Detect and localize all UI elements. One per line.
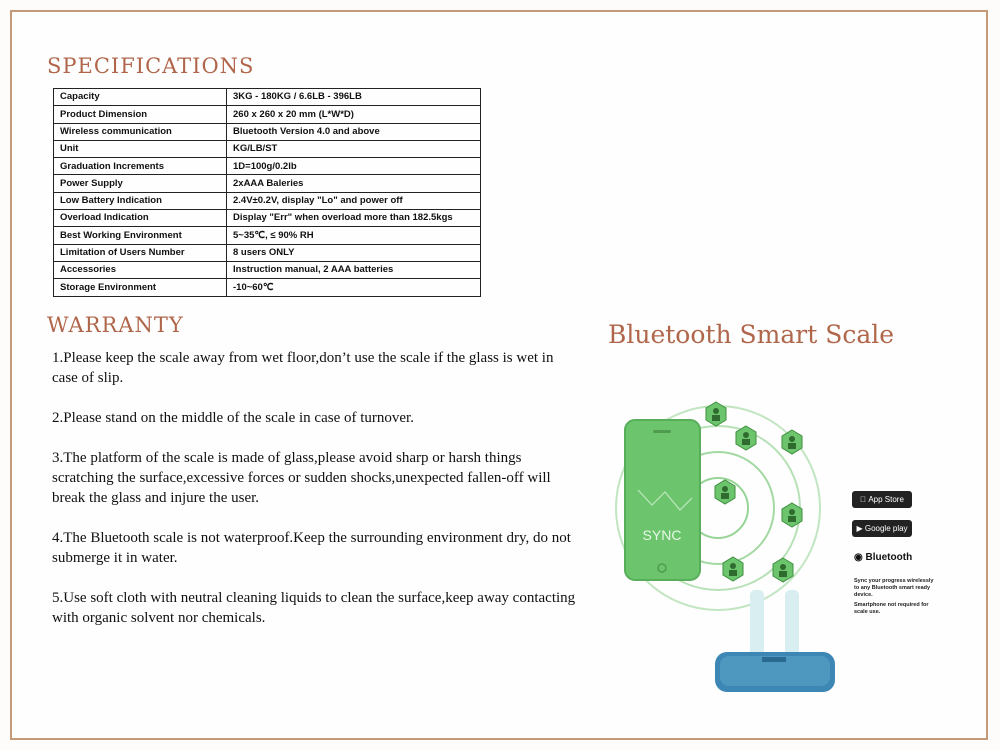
- spec-row: [54, 227, 481, 244]
- spec-row: [54, 106, 481, 123]
- spec-row: [54, 89, 481, 106]
- smartphone: [625, 420, 700, 580]
- spec-label: Accessories: [54, 261, 227, 278]
- spec-row: [54, 123, 481, 140]
- product-title: Bluetooth Smart Scale: [608, 320, 895, 349]
- spec-value: 2xAAA Baleries: [227, 175, 481, 192]
- spec-row: [54, 140, 481, 157]
- sync-label: SYNC: [642, 527, 682, 543]
- warranty-list: [52, 348, 582, 648]
- specifications-heading: SPECIFICATIONS: [47, 54, 255, 78]
- warranty-item: 2.Please stand on the middle of the scale in case of turnover.: [52, 410, 414, 426]
- user-icons: [706, 402, 802, 582]
- spec-label: Wireless communication: [54, 123, 227, 140]
- specifications-table: [53, 88, 481, 297]
- spec-row: [54, 158, 481, 175]
- spec-label: Best Working Environment: [54, 227, 227, 244]
- spec-label: Overload Indication: [54, 210, 227, 227]
- warranty-item: 4.The Bluetooth scale is not waterproof.Keep the surrounding environment dry, do not submerge it in water.: [52, 530, 571, 566]
- spec-value: 260 x 260 x 20 mm (L*W*D): [227, 106, 481, 123]
- spec-row: [54, 244, 481, 261]
- warranty-item: 3.The platform of the scale is made of glass,please avoid sharp or harsh things scratching the surface,excessive forces or sudden shocks,unexpected fallen-off will break the glass and injure the user.: [52, 450, 551, 506]
- spec-row: [54, 261, 481, 278]
- spec-value: 8 users ONLY: [227, 244, 481, 261]
- spec-label: Low Battery Indication: [54, 192, 227, 209]
- spec-value: -10~60℃: [227, 279, 481, 296]
- warranty-item: 5.Use soft cloth with neutral cleaning liquids to clean the surface,keep away contacting with organic solvent nor chemicals.: [52, 590, 576, 626]
- spec-value: Instruction manual, 2 AAA batteries: [227, 261, 481, 278]
- spec-value: KG/LB/ST: [227, 140, 481, 157]
- spec-label: Product Dimension: [54, 106, 227, 123]
- bluetooth-note: Smartphone not required for scale use.: [854, 602, 929, 615]
- spec-row: [54, 175, 481, 192]
- apple-icon: [860, 495, 866, 504]
- warranty-item: 1.Please keep the scale away from wet floor,don’t use the scale if the glass is wet in case of slip.: [52, 350, 554, 386]
- warranty-heading: WARRANTY: [47, 313, 184, 337]
- spec-label: Power Supply: [54, 175, 227, 192]
- bluetooth-note: Sync your progress wirelessly to any Bluetooth smart ready device.: [854, 578, 934, 598]
- bluetooth-icon: ◉: [854, 552, 863, 563]
- spec-row: [54, 210, 481, 227]
- spec-label: Limitation of Users Number: [54, 244, 227, 261]
- spec-label: Capacity: [54, 89, 227, 106]
- google-play-badge[interactable]: ▶ Google play: [852, 520, 912, 537]
- bluetooth-notes: [854, 578, 934, 619]
- spec-value: Display "Err" when overload more than 182.5kgs: [227, 210, 481, 227]
- spec-row: [54, 279, 481, 296]
- spec-label: Storage Environment: [54, 279, 227, 296]
- bluetooth-logo: ◉ Bluetooth: [854, 552, 913, 563]
- spec-value: 3KG - 180KG / 6.6LB - 396LB: [227, 89, 481, 106]
- spec-value: Bluetooth Version 4.0 and above: [227, 123, 481, 140]
- spec-value: 2.4V±0.2V, display "Lo" and power off: [227, 192, 481, 209]
- spec-value: 5~35℃, ≤ 90% RH: [227, 227, 481, 244]
- scale-sync-illustration: [600, 400, 863, 710]
- play-icon: ▶: [856, 524, 863, 533]
- scale-platform: [715, 652, 835, 692]
- spec-row: [54, 192, 481, 209]
- spec-label: Unit: [54, 140, 227, 157]
- app-store-badge[interactable]: App Store: [852, 491, 912, 508]
- spec-label: Graduation Increments: [54, 158, 227, 175]
- spec-value: 1D=100g/0.2lb: [227, 158, 481, 175]
